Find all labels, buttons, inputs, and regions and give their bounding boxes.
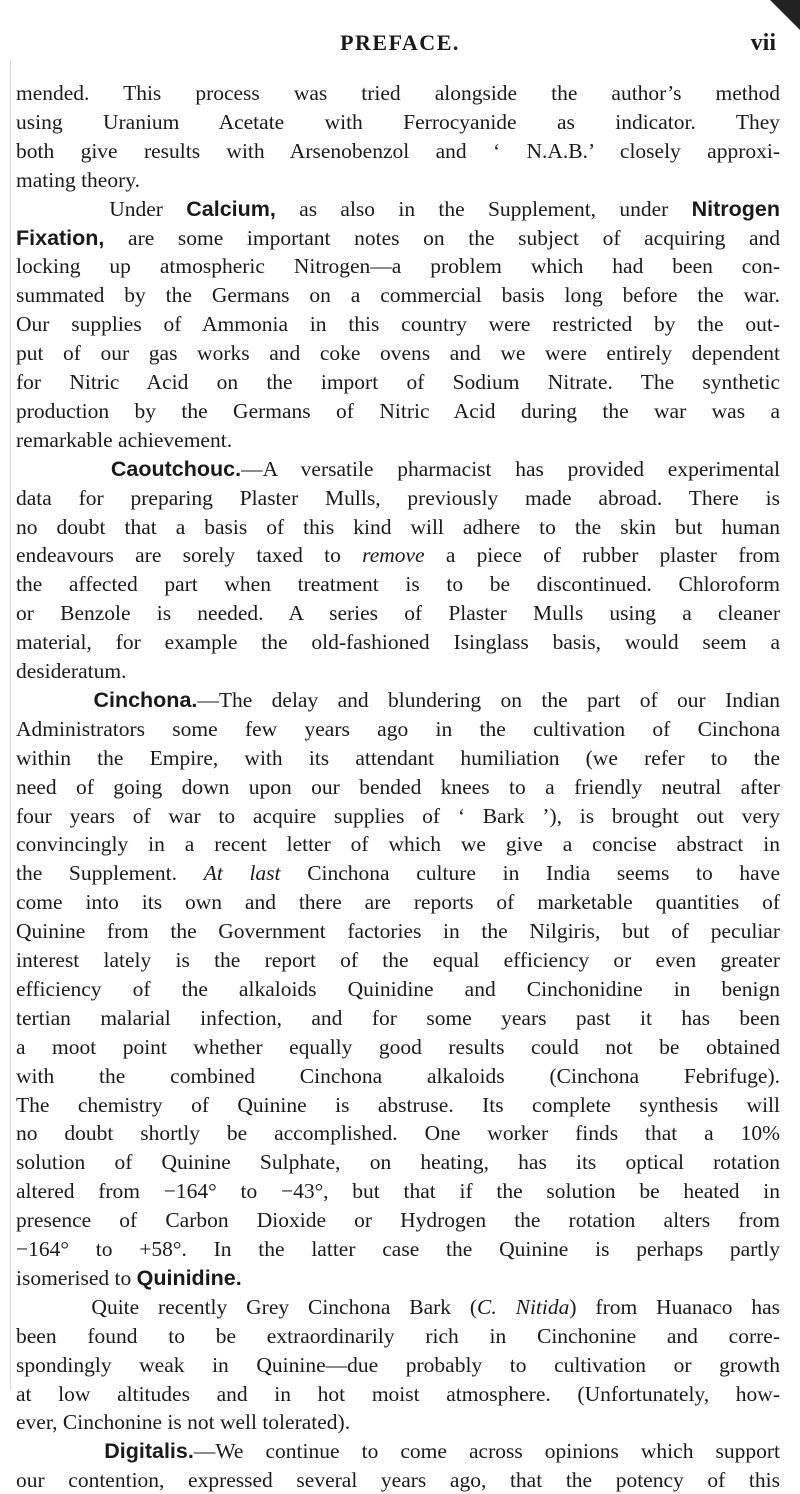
text-span: Under — [16, 196, 187, 221]
text-line — [16, 686, 780, 714]
text-span: data for preparing Plaster Mulls, previously made abroad. There is — [16, 485, 780, 510]
text-line — [16, 1062, 780, 1090]
text-line — [16, 1466, 780, 1494]
text-line — [16, 1322, 780, 1350]
text-line — [16, 166, 780, 194]
text-span: with the combined Cinchona alkaloids (Cinchona Febrifuge). — [16, 1063, 780, 1088]
text-line — [16, 224, 780, 252]
text-line — [16, 281, 780, 309]
section-heading: Nitrogen — [691, 196, 780, 221]
text-line — [16, 830, 780, 858]
running-title: PREFACE. — [340, 30, 460, 55]
text-span: convincingly in a recent letter of which we give a concise abstract in — [16, 832, 780, 857]
text-line — [16, 1148, 780, 1176]
text-line — [16, 79, 780, 107]
text-line — [16, 1177, 780, 1205]
text-span: mended. This process was tried alongside the author’s method — [16, 81, 780, 105]
text-line — [16, 1004, 780, 1032]
text-span: mating theory. — [16, 167, 140, 192]
text-span: Our supplies of Ammonia in this country were restricted by the out- — [16, 312, 780, 337]
text-span: need of going down upon our bended knees to a friendly neutral after — [16, 774, 780, 799]
text-span: Administrators some few years ago in the cultivation of Cinchona — [16, 716, 780, 741]
text-line — [16, 888, 780, 916]
text-span: our contention, expressed several years ago, that the potency of this — [16, 1468, 780, 1493]
text-span: a moot point whether equally good results could not be obtained — [16, 1034, 780, 1059]
text-span: put of our gas works and coke ovens and we were entirely dependent — [16, 341, 780, 366]
text-span: Quinine from the Government factories in the Nilgiris, but of peculiar — [16, 919, 780, 944]
text-span: presence of Carbon Dioxide or Hydrogen the rotation alters from — [16, 1208, 780, 1233]
text-line — [16, 570, 780, 598]
text-line — [16, 339, 780, 367]
text-line — [16, 715, 780, 743]
text-span: The chemistry of Quinine is abstruse. Its complete synthesis will — [16, 1092, 780, 1117]
text-span: —We continue to come across opinions which support — [193, 1439, 781, 1464]
text-line — [16, 195, 780, 223]
text-line — [16, 773, 780, 801]
text-line — [16, 744, 780, 772]
text-span: ) from Huanaco has — [569, 1294, 780, 1319]
text-span: a piece of rubber plaster from — [424, 543, 780, 568]
text-span — [16, 457, 111, 481]
text-line — [16, 310, 780, 338]
text-line — [16, 1235, 780, 1263]
text-line — [16, 108, 780, 136]
text-span: desideratum. — [16, 659, 127, 683]
text-line — [16, 368, 780, 396]
text-span: using Uranium Acetate with Ferrocyanide as indicator. They — [16, 109, 780, 134]
section-heading: Quinidine. — [136, 1265, 242, 1290]
text-line — [16, 137, 780, 165]
text-span: are some important notes on the subject of acquiring and — [104, 225, 780, 250]
text-span: spondingly weak in Quinine—due probably to cultivation or growth — [16, 1352, 780, 1377]
text-line — [16, 484, 780, 512]
text-span: endeavours are sorely taxed to — [16, 543, 363, 568]
italic-text: C. Nitida — [477, 1294, 570, 1319]
text-span: at low altitudes and in hot moist atmosphere. (Unfortunately, how- — [16, 1381, 780, 1406]
text-span: no doubt that a basis of this kind will adhere to the skin but human — [16, 514, 780, 539]
text-line — [16, 599, 780, 627]
text-span: altered from −164° to −43°, but that if the solution be heated in — [16, 1179, 780, 1204]
text-span: locking up atmospheric Nitrogen—a problem which had been con- — [16, 254, 780, 279]
text-span: summated by the Germans on a commercial basis long before the war. — [16, 283, 780, 308]
text-span: the affected part when treatment is to be discontinued. Chloroform — [16, 572, 780, 597]
text-span: —A versatile pharmacist has provided experimental — [241, 456, 780, 481]
text-line — [16, 1293, 780, 1321]
text-span: ever, Cinchonine is not well tolerated). — [16, 1410, 351, 1435]
text-line — [16, 426, 780, 454]
text-span: efficiency of the alkaloids Quinidine and Cinchonidine in benign — [16, 976, 780, 1001]
text-span: material, for example the old-fashioned Isinglass basis, would seem a — [16, 630, 780, 655]
text-span: Quite recently Grey Cinchona Bark ( — [16, 1294, 478, 1319]
section-heading: Cinchona. — [93, 687, 198, 712]
text-line — [16, 1437, 780, 1465]
text-span: been found to be extraordinarily rich in Cinchonine and corre- — [16, 1323, 780, 1348]
text-line — [16, 1119, 780, 1147]
text-span: within the Empire, with its attendant humiliation (we refer to the — [16, 745, 780, 770]
text-span: for Nitric Acid on the import of Sodium Nitrate. The synthetic — [16, 370, 780, 394]
text-span — [16, 1439, 104, 1463]
text-line — [16, 541, 780, 569]
section-heading: Caoutchouc. — [110, 456, 242, 481]
text-line — [16, 628, 780, 656]
text-line — [16, 1091, 780, 1119]
text-line — [16, 1206, 780, 1234]
text-span — [16, 688, 93, 712]
text-span: −164° to +58°. In the latter case the Quinine is perhaps partly — [16, 1237, 780, 1261]
text-span: both give results with Arsenobenzol and ‘ N.A.B.’ closely approxi- — [16, 138, 780, 163]
text-line — [16, 917, 780, 945]
text-line — [16, 1380, 780, 1408]
text-line — [16, 859, 780, 887]
text-line — [16, 1351, 780, 1379]
text-line — [16, 397, 780, 425]
text-span: four years of war to acquire supplies of ‘ Bark ’), is brought out very — [16, 803, 780, 828]
text-line — [16, 455, 780, 483]
text-span: interest lately is the report of the equal efficiency or even greater — [16, 948, 780, 972]
text-line — [16, 1033, 780, 1061]
text-line — [16, 802, 780, 830]
text-line — [16, 975, 780, 1003]
text-line — [16, 513, 780, 541]
italic-text: remove — [362, 543, 425, 568]
text-span: Cinchona culture in India seems to have — [280, 861, 781, 886]
text-span: tertian malarial infection, and for some years past it has been — [16, 1005, 780, 1030]
text-span: no doubt shortly be accomplished. One worker finds that a 10% — [16, 1121, 780, 1146]
section-heading: Fixation, — [16, 225, 105, 250]
text-span: or Benzole is needed. A series of Plaster Mulls using a cleaner — [16, 601, 780, 626]
text-line — [16, 1408, 780, 1436]
text-span: —The delay and blundering on the part of our Indian — [197, 687, 780, 712]
text-line — [16, 1264, 780, 1292]
section-heading: Digitalis. — [104, 1439, 194, 1464]
text-span: isomerised to — [16, 1265, 137, 1290]
text-span: production by the Germans of Nitric Acid during the war was a — [16, 398, 780, 423]
text-line — [16, 657, 780, 685]
text-span: remarkable achievement. — [16, 427, 233, 452]
italic-text: At last — [203, 861, 281, 886]
text-line — [16, 252, 780, 280]
text-line — [16, 946, 780, 974]
text-span: solution of Quinine Sulphate, on heating, has its optical rotation — [16, 1150, 780, 1175]
text-span: come into its own and there are reports of marketable quantities of — [16, 890, 780, 915]
section-heading: Calcium, — [186, 196, 276, 221]
page-number: vii — [750, 30, 776, 56]
text-span: the Supplement. — [16, 861, 204, 886]
text-span: as also in the Supplement, under — [275, 196, 692, 221]
